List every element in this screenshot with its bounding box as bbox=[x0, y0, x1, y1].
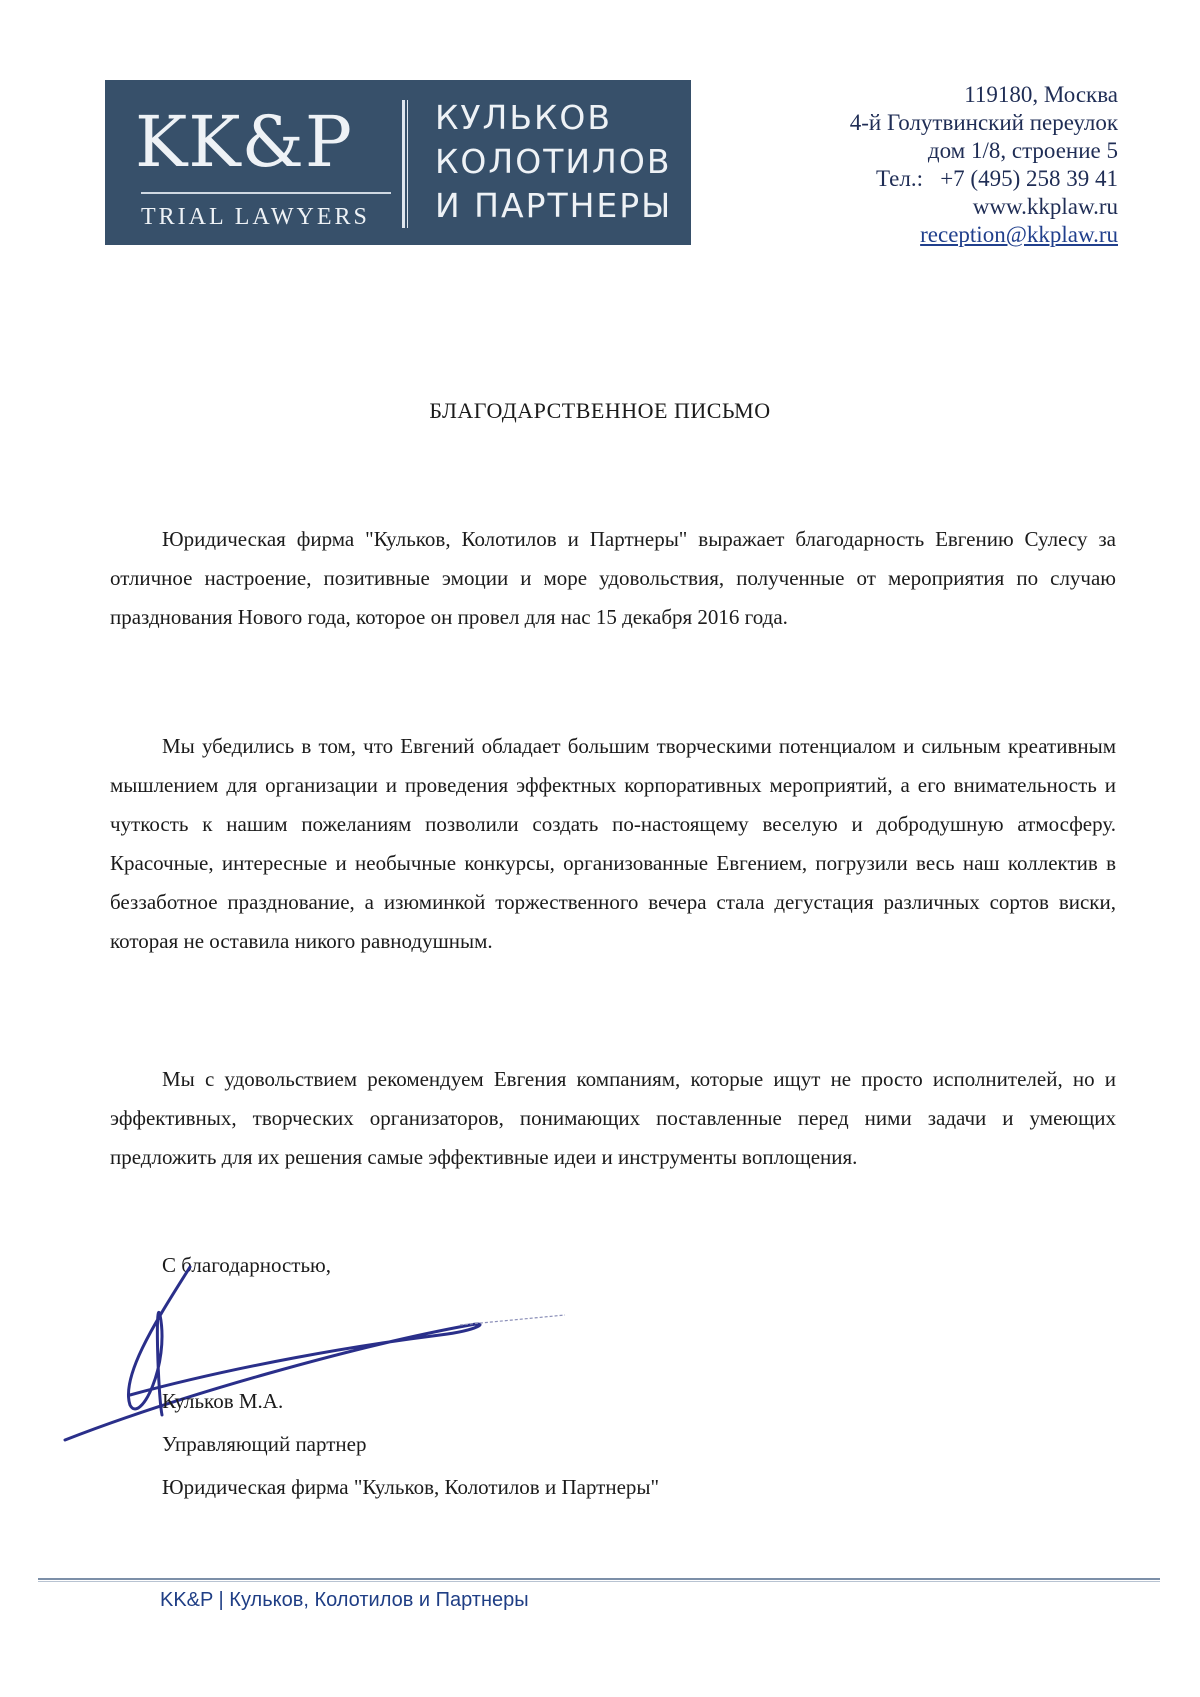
address-line: дом 1/8, строение 5 bbox=[927, 138, 1118, 163]
logo-name-line: КУЛЬКОВ bbox=[435, 98, 613, 137]
signer-name: Кульков М.А. bbox=[162, 1389, 284, 1413]
logo-divider bbox=[402, 100, 405, 228]
letter-title: БЛАГОДАРСТВЕННОЕ ПИСЬМО bbox=[429, 398, 771, 423]
signer-position: Управляющий партнер bbox=[162, 1432, 367, 1456]
letter-paragraph bbox=[110, 520, 1116, 637]
signer-company: Юридическая фирма "Кульков, Колотилов и Партнеры" bbox=[162, 1475, 660, 1499]
address-line: 119180, Москва bbox=[964, 82, 1118, 107]
signer-block bbox=[162, 1380, 659, 1509]
footer-rule-thin bbox=[38, 1581, 1160, 1582]
company-logo bbox=[105, 80, 691, 245]
paragraph-text: Юридическая фирма "Кульков, Колотилов и Партнеры" выражает благодарность Евгению Сулесу за отличное настроение, позитивные эмоции и море удовольствия, полученные от мероприятия по случаю празднования Нового года, которое он провел для нас 15 декабря 2016 года. bbox=[110, 527, 1116, 629]
logo-subtitle: TRIAL LAWYERS bbox=[141, 204, 370, 230]
logo-firm-name bbox=[435, 96, 672, 228]
website-line[interactable]: www.kkplaw.ru bbox=[972, 194, 1118, 219]
letter-paragraph bbox=[110, 727, 1116, 961]
email-link[interactable]: reception@kkplaw.ru bbox=[920, 222, 1118, 247]
address-line: 4-й Голутвинский переулок bbox=[849, 110, 1118, 135]
paragraph-text: Мы с удовольствием рекомендуем Евгения компаниям, которые ищут не просто исполнителей, но и эффективных, творческих организаторов, понимающих поставленные перед ними задачи и умеющих предложить для их решения самые эффективные идеи и инструменты воплощения. bbox=[110, 1067, 1116, 1169]
logo-name-line: КОЛОТИЛОВ bbox=[435, 142, 672, 181]
footer-text: KK&P | Кульков, Колотилов и Партнеры bbox=[160, 1589, 529, 1611]
closing-phrase: С благодарностью, bbox=[162, 1253, 331, 1277]
phone-line: Тел.: +7 (495) 258 39 41 bbox=[875, 166, 1118, 191]
logo-mark: KK&P bbox=[135, 101, 353, 183]
logo-name-line: И ПАРТНЕРЫ bbox=[435, 186, 673, 225]
logo-divider-thin bbox=[407, 100, 408, 228]
logo-rule bbox=[141, 192, 391, 194]
logo-mark-block bbox=[127, 94, 487, 234]
company-address bbox=[850, 81, 1118, 249]
footer-rule bbox=[38, 1578, 1160, 1580]
letter-paragraph bbox=[110, 1060, 1116, 1177]
paragraph-text: Мы убедились в том, что Евгений обладает большим творческими потенциалом и сильным креативным мышлением для организации и проведения эффектных корпоративных мероприятий, а его внимательность и чуткость к нашим пожеланиям позволили создать по-настоящему веселую и добродушную атмосферу. Красочные, интересные и необычные конкурсы, организованные Евгением, погрузили весь наш коллектив в беззаботное празднование, а изюминкой торжественного вечера стала дегустация различных сортов виски, которая не оставила никого равнодушным. bbox=[110, 734, 1116, 953]
